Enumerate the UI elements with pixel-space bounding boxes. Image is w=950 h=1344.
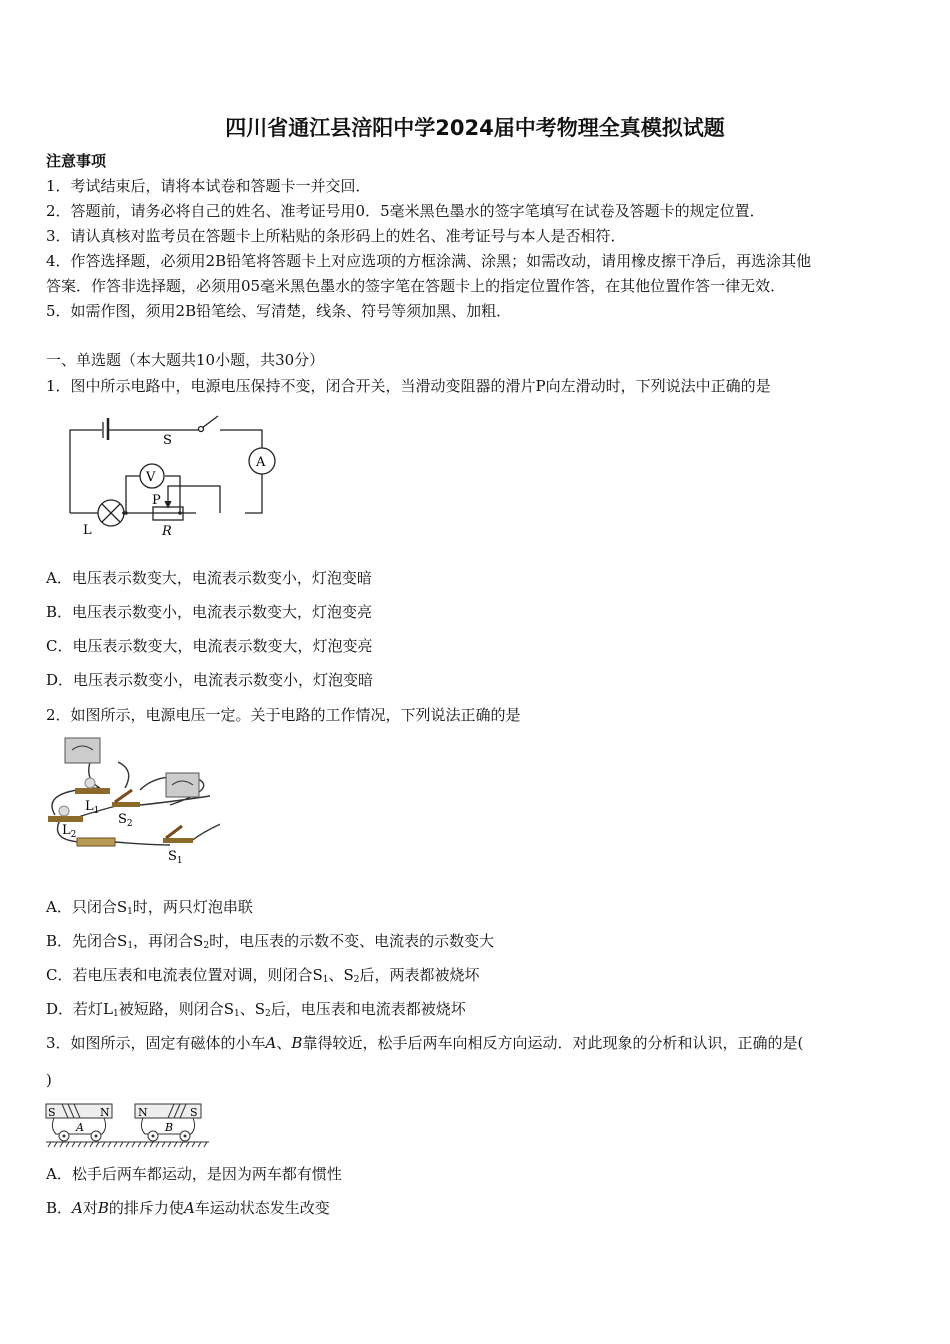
svg-text:L2: $L_2$ (62, 823, 77, 840)
voltmeter-label: V (146, 470, 156, 485)
option-c: C．电压表示数变大，电流表示数变大，灯泡变亮 (46, 637, 373, 655)
question-3-stem: 3．如图所示，固定有磁体的小车A、B靠得较近，松手后两车向相反方向运动．对此现象的分析和认识，正确的是( (46, 1034, 804, 1052)
s1-label: S (168, 849, 177, 864)
battery-icon (77, 838, 115, 846)
notice-item: 答案．作答非选择题，必须用05毫米黑色墨水的签字笔在答题卡上的指定位置作答，在其他位置作答一律无效． (46, 277, 786, 295)
notice-heading: 注意事项 (46, 152, 107, 170)
option-c: C．若电压表和电流表位置对调，则闭合$S_1$、$S_2$后，两表都被烧坏 (46, 966, 480, 985)
notice-item: 3．请认真核对监考员在答题卡上所粘贴的条形码上的姓名、准考证号与本人是否相符． (46, 227, 626, 245)
option-a: A．电压表示数变大，电流表示数变小，灯泡变暗 (46, 569, 372, 587)
question-1-stem: 1．图中所示电路中，电源电压保持不变，闭合开关，当滑动变阻器的滑片P向左滑动时，下列说法中正确的是 (46, 377, 771, 395)
svg-text:L1: $L_1$ (85, 799, 100, 816)
lamp-l1-icon (75, 788, 110, 794)
switch-s1-icon (163, 838, 193, 843)
option-d: D．电压表示数变小，电流表示数变小，灯泡变暗 (46, 671, 374, 689)
switch-label: S (163, 433, 172, 448)
cart-a-label: A (76, 1121, 84, 1134)
svg-text:S1: $S_1$ (168, 849, 183, 866)
notice-item: 2．答题前，请务必将自己的姓名、准考证号用0．5毫米黑色墨水的签字笔填写在试卷及答题卡的规定位置． (46, 202, 765, 220)
cart-b-label: B (165, 1121, 174, 1134)
svg-text:S2: $S_2$ (118, 812, 133, 829)
option-b: B．A对B的排斥力使A车运动状态发生改变 (46, 1199, 330, 1217)
voltmeter-icon (65, 738, 100, 763)
ammeter-label: A (256, 455, 266, 470)
page-title: 四川省通江县涪阳中学2024届中考物理全真模拟试题 (225, 116, 725, 140)
circuit-photo-q2 (40, 730, 220, 870)
lamp-l2-icon (48, 816, 83, 822)
magnet-carts-figure (44, 1098, 214, 1153)
section-heading: 一、单选题（本大题共10小题，共30分） (46, 351, 325, 369)
option-b: B．电压表示数变小，电流表示数变大，灯泡变亮 (46, 603, 373, 621)
lamp-label: L (83, 523, 92, 538)
l1-label: L (85, 799, 94, 814)
circuit-diagram-q1 (40, 400, 290, 550)
notice-item: 5．如需作图，须用2B铅笔绘、写清楚，线条、符号等须加黑、加粗． (46, 302, 512, 320)
pole-s-b: S (190, 1106, 198, 1119)
l2-label: L (62, 823, 71, 838)
notice-item: 4．作答选择题，必须用2B铅笔将答题卡上对应选项的方框涂满、涂黑；如需改动，请用橡皮擦干净后，再选涂其他 (46, 252, 812, 270)
pole-s-a: S (48, 1106, 56, 1119)
question-2-stem: 2．如图所示，电源电压一定。关于电路的工作情况，下列说法正确的是 (46, 706, 521, 724)
option-a: A．松手后两车都运动，是因为两车都有惯性 (46, 1165, 342, 1183)
s2-label: S (118, 812, 127, 827)
rheostat-label: R (162, 524, 172, 539)
option-d: D．若灯$L_1$被短路，则闭合$S_1$、$S_2$后，电压表和电流表都被烧坏 (46, 1000, 466, 1019)
slider-label: P (152, 493, 161, 508)
pole-n-a: N (100, 1106, 110, 1119)
ammeter-icon (166, 773, 199, 797)
pole-n-b: N (138, 1106, 148, 1119)
notice-item: 1．考试结束后，请将本试卷和答题卡一并交回． (46, 177, 371, 195)
question-3-stem-close: ) (46, 1071, 52, 1089)
option-b: B．先闭合$S_1$，再闭合$S_2$时，电压表的示数不变、电流表的示数变大 (46, 932, 495, 951)
option-a: A．只闭合$S_1$时，两只灯泡串联 (46, 898, 253, 917)
